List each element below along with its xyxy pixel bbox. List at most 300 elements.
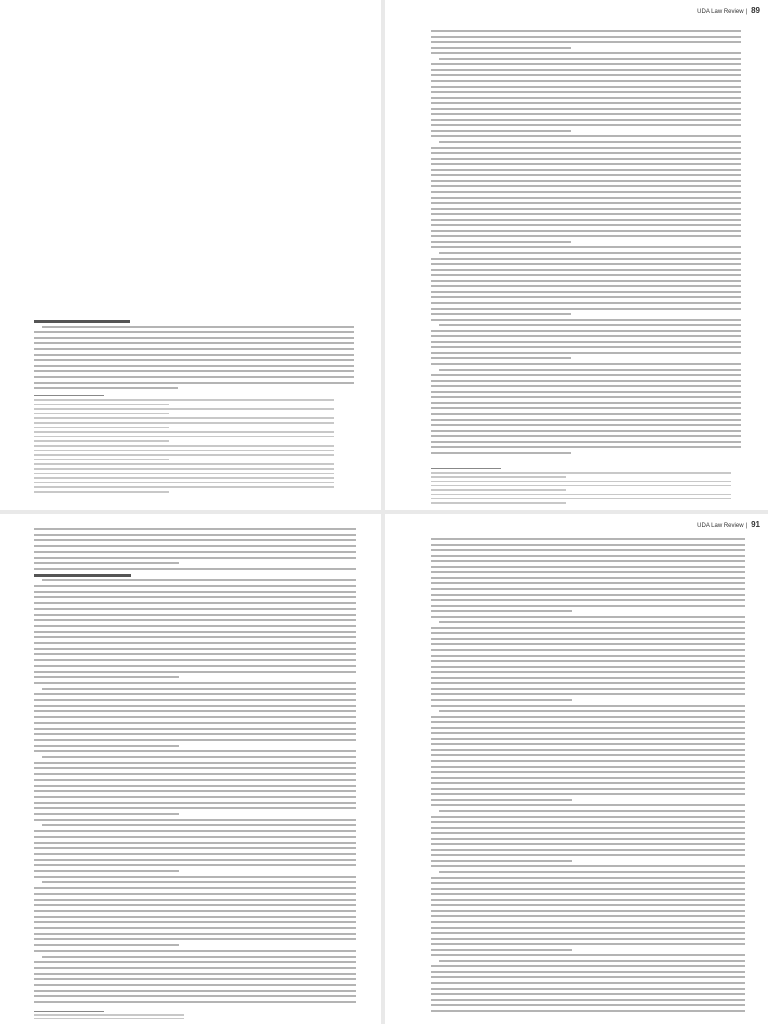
text-line: [34, 961, 356, 963]
page-header: [697, 520, 760, 529]
text-line: [431, 904, 745, 906]
text-line: [431, 191, 741, 193]
text-line: [431, 130, 571, 132]
text-line: [34, 745, 179, 747]
text-line: [431, 74, 741, 76]
text-line: [34, 910, 356, 912]
text-line: [431, 485, 731, 487]
text-line: [431, 385, 741, 387]
text-line: [431, 555, 745, 557]
text-line: [34, 938, 356, 940]
header-separator: |: [745, 523, 748, 529]
text-line: [431, 976, 745, 978]
text-line: [34, 853, 356, 855]
text-line: [431, 660, 745, 662]
text-line: [431, 649, 745, 651]
text-line: [34, 716, 356, 718]
text-line: [431, 982, 745, 984]
text-line: [431, 832, 745, 834]
text-line: [34, 790, 356, 792]
page-91: [385, 514, 768, 1024]
text-line: [431, 782, 745, 784]
text-line: [34, 671, 356, 673]
text-line: [34, 807, 356, 809]
text-line: [34, 348, 354, 350]
text-line: [431, 943, 745, 945]
text-line: [34, 631, 356, 633]
text-line: [431, 47, 571, 49]
text-line: [34, 463, 334, 465]
text-line: [34, 591, 356, 593]
page-number: 91: [751, 520, 760, 529]
text-line: [42, 881, 356, 883]
page-88: [0, 0, 381, 510]
journal-name: UDA Law Review: [697, 523, 744, 529]
text-line: [34, 733, 356, 735]
text-line: [431, 627, 745, 629]
text-line: [34, 1014, 184, 1016]
text-line: [431, 582, 745, 584]
text-line: [34, 893, 356, 895]
text-line: [431, 30, 741, 32]
text-line: [431, 766, 745, 768]
text-line: [431, 882, 745, 884]
text-line: [439, 58, 741, 60]
text-line: [431, 169, 741, 171]
text-line: [431, 732, 745, 734]
text-line: [34, 387, 178, 389]
text-line: [431, 877, 745, 879]
text-line: [431, 197, 741, 199]
header-separator: |: [745, 9, 748, 15]
page-89: [385, 0, 768, 510]
text-line: [34, 648, 356, 650]
text-line: [431, 330, 741, 332]
text-line: [34, 659, 356, 661]
text-line: [431, 341, 741, 343]
text-line: [34, 539, 356, 541]
text-line: [431, 413, 741, 415]
text-line: [431, 335, 741, 337]
text-line: [431, 224, 741, 226]
text-line: [34, 596, 356, 598]
text-line: [34, 404, 169, 406]
text-line: [34, 545, 356, 547]
text-line: [431, 571, 745, 573]
text-line: [431, 799, 572, 801]
text-line: [439, 369, 741, 371]
text-line: [431, 666, 745, 668]
text-line: [34, 973, 356, 975]
text-line: [34, 699, 356, 701]
text-line: [431, 705, 745, 707]
text-line: [34, 847, 356, 849]
text-line: [34, 767, 356, 769]
text-line: [431, 838, 745, 840]
text-line: [431, 158, 741, 160]
text-line: [34, 876, 356, 878]
text-line: [431, 849, 745, 851]
text-line: [34, 739, 356, 741]
text-line: [431, 97, 741, 99]
text-line: [439, 621, 745, 623]
text-line: [34, 413, 169, 415]
text-line: [431, 391, 741, 393]
text-line: [431, 727, 745, 729]
text-line: [42, 956, 356, 958]
text-line: [42, 824, 356, 826]
text-line: [431, 638, 745, 640]
text-line: [34, 762, 356, 764]
text-line: [431, 246, 741, 248]
text-line: [431, 319, 741, 321]
text-line: [34, 665, 356, 667]
text-line: [34, 830, 356, 832]
section-heading: [34, 574, 131, 577]
text-line: [431, 498, 731, 500]
text-line: [431, 577, 745, 579]
text-line: [431, 560, 745, 562]
text-line: [431, 843, 745, 845]
text-line: [431, 893, 745, 895]
text-line: [34, 682, 356, 684]
text-line: [34, 967, 356, 969]
text-line: [431, 396, 741, 398]
text-line: [34, 450, 334, 452]
text-line: [431, 424, 741, 426]
text-line: [34, 585, 356, 587]
text-line: [34, 636, 356, 638]
text-line: [431, 258, 741, 260]
text-line: [431, 865, 745, 867]
text-line: [431, 738, 745, 740]
text-line: [431, 927, 745, 929]
text-line: [34, 904, 356, 906]
text-line: [34, 779, 356, 781]
text-line: [431, 954, 745, 956]
text-line: [34, 568, 356, 570]
text-line: [431, 185, 741, 187]
text-line: [34, 693, 356, 695]
text-line: [431, 965, 745, 967]
text-line: [431, 86, 741, 88]
text-line: [34, 785, 356, 787]
text-line: [431, 910, 745, 912]
text-line: [431, 124, 741, 126]
text-line: [431, 827, 745, 829]
text-line: [431, 999, 745, 1001]
text-line: [42, 326, 354, 328]
text-line: [431, 274, 741, 276]
text-line: [431, 219, 741, 221]
text-line: [34, 728, 356, 730]
text-line: [34, 978, 356, 980]
text-line: [34, 365, 354, 367]
text-line: [34, 427, 169, 429]
text-line: [431, 549, 745, 551]
text-line: [431, 213, 741, 215]
text-line: [431, 302, 741, 304]
text-line: [34, 625, 356, 627]
text-line: [431, 296, 741, 298]
text-line: [42, 579, 356, 581]
text-line: [431, 610, 572, 612]
text-line: [431, 588, 745, 590]
text-line: [431, 749, 745, 751]
text-line: [431, 481, 731, 483]
text-line: [431, 241, 571, 243]
text-line: [431, 538, 745, 540]
text-line: [431, 816, 745, 818]
text-line: [431, 402, 741, 404]
section-heading: [34, 320, 130, 323]
text-line: [34, 842, 356, 844]
text-line: [431, 313, 571, 315]
journal-name: UDA Law Review: [697, 9, 744, 15]
text-line: [34, 619, 356, 621]
text-line: [34, 342, 354, 344]
text-line: [34, 454, 334, 456]
text-line: [431, 472, 731, 474]
text-line: [431, 113, 741, 115]
text-line: [431, 352, 741, 354]
text-line: [431, 760, 745, 762]
text-line: [34, 642, 356, 644]
text-line: [34, 944, 179, 946]
text-line: [431, 230, 741, 232]
text-line: [431, 363, 741, 365]
text-line: [431, 743, 745, 745]
text-line: [431, 91, 741, 93]
text-line: [431, 135, 741, 137]
text-line: [431, 699, 572, 701]
text-line: [34, 337, 354, 339]
text-line: [34, 836, 356, 838]
text-line: [431, 119, 741, 121]
text-line: [439, 141, 741, 143]
text-line: [34, 870, 179, 872]
text-line: [431, 108, 741, 110]
text-line: [431, 682, 745, 684]
text-line: [431, 441, 741, 443]
text-line: [439, 871, 745, 873]
text-line: [34, 722, 356, 724]
text-line: [42, 688, 356, 690]
text-line: [431, 860, 572, 862]
text-line: [431, 594, 745, 596]
text-line: [34, 990, 356, 992]
footnote-rule: [34, 1011, 104, 1012]
text-line: [431, 489, 566, 491]
text-line: [431, 544, 745, 546]
text-line: [34, 608, 356, 610]
text-line: [34, 614, 356, 616]
text-line: [34, 491, 169, 493]
text-line: [34, 1018, 184, 1020]
text-line: [431, 102, 741, 104]
text-line: [431, 280, 741, 282]
text-line: [431, 285, 741, 287]
text-line: [431, 380, 741, 382]
text-line: [34, 431, 334, 433]
text-line: [34, 376, 354, 378]
text-line: [34, 486, 334, 488]
text-line: [34, 534, 356, 536]
text-line: [431, 716, 745, 718]
text-line: [431, 41, 741, 43]
text-line: [431, 235, 741, 237]
text-line: [431, 263, 741, 265]
text-line: [34, 359, 354, 361]
text-line: [431, 1004, 745, 1006]
text-line: [34, 933, 356, 935]
text-line: [34, 382, 354, 384]
text-line: [431, 671, 745, 673]
page-header: [697, 6, 760, 15]
text-line: [34, 445, 334, 447]
text-line: [431, 632, 745, 634]
text-line: [431, 915, 745, 917]
text-line: [439, 810, 745, 812]
text-line: [431, 971, 745, 973]
text-line: [431, 993, 745, 995]
text-line: [431, 888, 745, 890]
text-line: [439, 252, 741, 254]
text-line: [34, 710, 356, 712]
footnote-rule: [431, 468, 501, 469]
text-line: [431, 430, 741, 432]
text-line: [431, 788, 745, 790]
text-line: [34, 482, 334, 484]
text-line: [34, 468, 334, 470]
text-line: [34, 528, 356, 530]
text-line: [34, 331, 354, 333]
text-line: [431, 777, 745, 779]
text-line: [34, 984, 356, 986]
text-line: [34, 819, 356, 821]
text-line: [34, 653, 356, 655]
text-line: [34, 773, 356, 775]
text-line: [42, 756, 356, 758]
text-line: [34, 551, 356, 553]
text-line: [431, 655, 745, 657]
text-line: [431, 69, 741, 71]
text-line: [431, 688, 745, 690]
text-line: [431, 419, 741, 421]
text-line: [431, 804, 745, 806]
text-line: [34, 899, 356, 901]
text-line: [431, 163, 741, 165]
text-line: [34, 950, 356, 952]
text-line: [34, 802, 356, 804]
text-line: [34, 370, 354, 372]
text-line: [431, 793, 745, 795]
text-line: [34, 354, 354, 356]
text-line: [34, 916, 356, 918]
text-line: [34, 422, 334, 424]
text-line: [34, 399, 334, 401]
text-line: [431, 208, 741, 210]
text-line: [34, 864, 356, 866]
text-line: [431, 677, 745, 679]
text-line: [34, 887, 356, 889]
text-line: [431, 502, 566, 504]
text-line: [431, 269, 741, 271]
text-line: [431, 435, 741, 437]
text-line: [431, 407, 741, 409]
text-line: [34, 995, 356, 997]
text-line: [34, 477, 334, 479]
text-line: [431, 932, 745, 934]
text-line: [34, 408, 334, 410]
page-number: 89: [751, 6, 760, 15]
text-line: [431, 180, 741, 182]
text-line: [34, 459, 169, 461]
text-line: [431, 494, 731, 496]
text-line: [431, 52, 741, 54]
text-line: [431, 308, 741, 310]
text-line: [431, 988, 745, 990]
text-line: [34, 921, 356, 923]
text-line: [431, 949, 572, 951]
text-line: [431, 693, 745, 695]
text-line: [431, 566, 745, 568]
text-line: [431, 476, 566, 478]
text-line: [439, 710, 745, 712]
text-line: [431, 721, 745, 723]
text-line: [439, 960, 745, 962]
text-line: [431, 921, 745, 923]
text-line: [34, 796, 356, 798]
text-line: [431, 174, 741, 176]
text-line: [431, 452, 571, 454]
text-line: [431, 821, 745, 823]
text-line: [431, 446, 741, 448]
text-line: [431, 643, 745, 645]
text-line: [34, 440, 169, 442]
text-line: [431, 605, 745, 607]
text-line: [431, 291, 741, 293]
text-line: [34, 557, 356, 559]
text-line: [34, 859, 356, 861]
text-line: [431, 754, 745, 756]
text-line: [34, 417, 334, 419]
footnote-rule: [34, 395, 104, 396]
text-line: [34, 436, 334, 438]
text-line: [34, 676, 179, 678]
text-line: [431, 63, 741, 65]
text-line: [431, 346, 741, 348]
text-line: [431, 147, 741, 149]
text-line: [34, 813, 179, 815]
text-line: [431, 771, 745, 773]
text-line: [431, 854, 745, 856]
text-line: [34, 927, 356, 929]
text-line: [439, 324, 741, 326]
page-90: [0, 514, 381, 1024]
text-line: [431, 152, 741, 154]
text-line: [431, 357, 571, 359]
text-line: [431, 899, 745, 901]
text-line: [431, 202, 741, 204]
text-line: [431, 616, 745, 618]
text-line: [34, 705, 356, 707]
text-line: [431, 599, 745, 601]
text-line: [431, 374, 741, 376]
text-line: [34, 750, 356, 752]
text-line: [34, 562, 179, 564]
text-line: [431, 1010, 745, 1012]
